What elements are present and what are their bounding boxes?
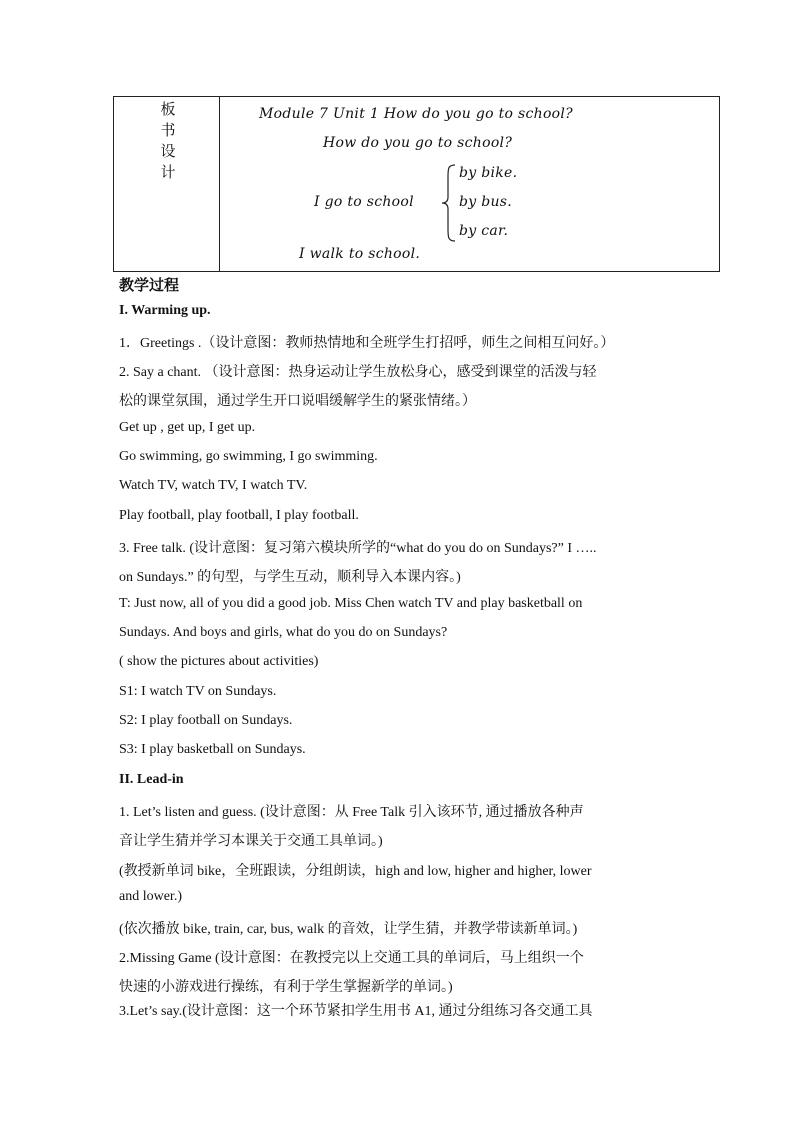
text-line: 快速的小游戏进行操练，有利于学生掌握新学的单词。) (119, 980, 453, 995)
dialogue-line: S1: I watch TV on Sundays. (119, 684, 277, 699)
text-line: ( show the pictures about activities) (119, 654, 319, 669)
board-option: by bus. (459, 194, 513, 210)
section-heading: II. Lead-in (119, 772, 184, 787)
board-label-char: 板 (160, 100, 176, 118)
board-label-char: 书 (160, 121, 176, 139)
text-line: 3. Free talk. (设计意图：复习第六模块所学的“what do you do on Sundays?” I ….. (119, 541, 597, 556)
board-option: by car. (459, 223, 509, 239)
text-line: 音让学生猜并学习本课关于交通工具单词。) (119, 834, 383, 849)
chant-line: Play football, play football, I play football. (119, 508, 359, 523)
dialogue-line: Sundays. And boys and girls, what do you do on Sundays? (119, 625, 448, 640)
board-walk: I walk to school. (299, 246, 421, 262)
board-question: How do you go to school? (323, 135, 513, 151)
board-i-go: I go to school (314, 194, 414, 210)
text-line: 松的课堂氛围，通过学生开口说唱缓解学生的紧张情绪。） (119, 394, 476, 409)
dialogue-line: S2: I play football on Sundays. (119, 713, 293, 728)
board-option: by bike. (459, 165, 518, 181)
text-line: (依次播放 bike, train, car, bus, walk 的音效，让学生猜，并教学带读新单词。) (119, 922, 578, 937)
chant-line: Get up , get up, I get up. (119, 420, 256, 435)
chant-line: Go swimming, go swimming, I go swimming. (119, 449, 378, 464)
board-label-cell (114, 97, 220, 271)
board-label (158, 99, 178, 183)
board-label-char: 计 (160, 163, 176, 181)
board-title: Module 7 Unit 1 How do you go to school? (259, 106, 573, 122)
dialogue-line: T: Just now, all of you did a good job. Miss Chen watch TV and play basketball on (119, 596, 583, 611)
text-line: 2.Missing Game (设计意图：在教授完以上交通工具的单词后，马上组织一个 (119, 951, 584, 966)
section-title: 教学过程 (119, 276, 180, 294)
section-heading: I. Warming up. (119, 303, 211, 318)
chant-line: Watch TV, watch TV, I watch TV. (119, 478, 308, 493)
text-line: on Sundays.” 的句型，与学生互动，顺利导入本课内容。) (119, 570, 461, 585)
board-label-char: 设 (160, 142, 176, 160)
curly-brace-icon (440, 163, 458, 243)
text-line: 1. Let’s listen and guess. (设计意图：从 Free Talk 引入该环节, 通过播放各种声 (119, 805, 584, 820)
text-line: 1．Greetings .（设计意图：教师热情地和全班学生打招呼，师生之间相互问好。） (119, 336, 615, 351)
dialogue-line: S3: I play basketball on Sundays. (119, 742, 306, 757)
text-line: 3.Let’s say.(设计意图：这一个环节紧扣学生用书 A1, 通过分组练习各交通工具 (119, 1004, 593, 1019)
text-line: (教授新单词 bike，全班跟读，分组朗读，high and low, higher and higher, lower (119, 864, 592, 879)
text-line: and lower.) (119, 889, 182, 904)
text-line: 2. Say a chant. （设计意图：热身运动让学生放松身心，感受到课堂的活泼与轻 (119, 365, 597, 380)
